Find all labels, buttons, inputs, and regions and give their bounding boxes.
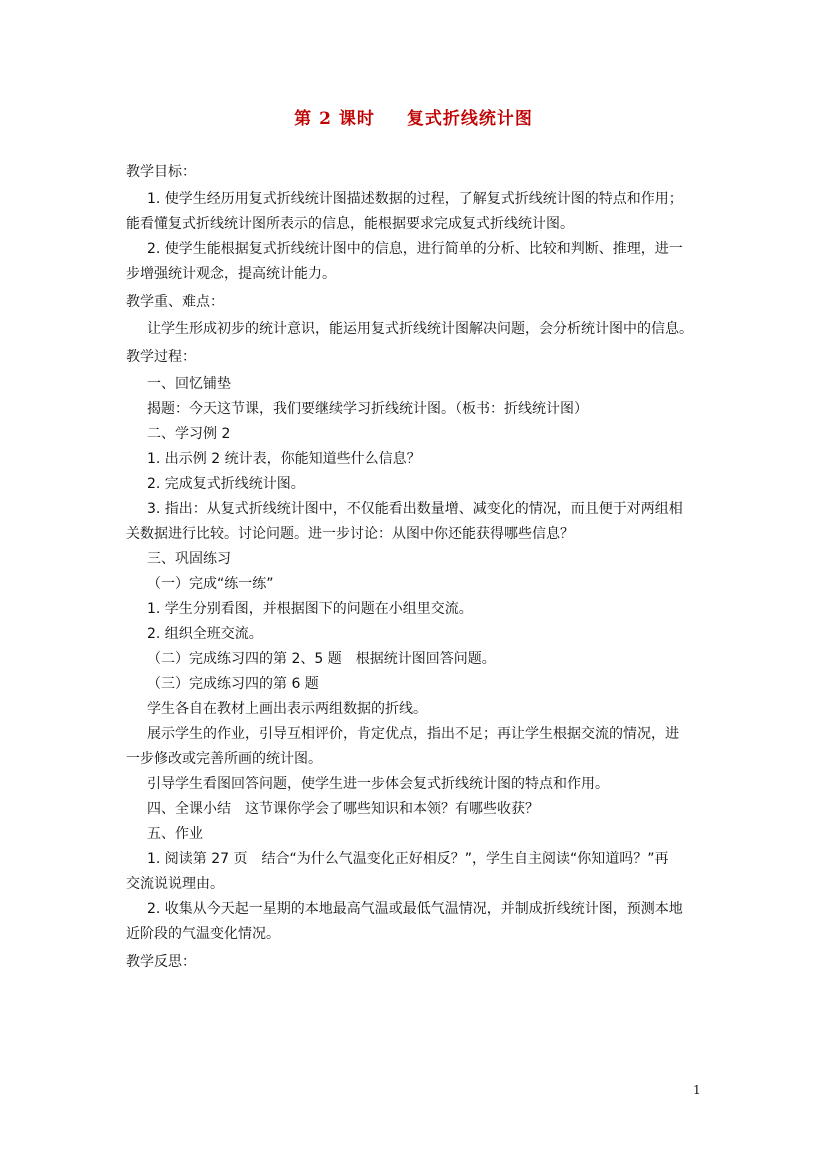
paragraph-line: 2. 组织全班交流。	[147, 626, 263, 642]
paragraph-line: 近阶段的气温变化情况。	[126, 926, 280, 942]
paragraph-line: 3. 指出：从复式折线统计图中，不仅能看出数量增、减变化的情况，而且便于对两组相	[147, 501, 683, 517]
paragraph-line: 步增强统计观念，提高统计能力。	[126, 266, 336, 282]
paragraph-line: 引导学生看图回答问题，使学生进一步体会复式折线统计图的特点和作用。	[147, 776, 609, 792]
paragraph-line: （二）完成练习四的第 2、5 题 根据统计图回答问题。	[147, 651, 496, 667]
paragraph-line: （一）完成“练一练”	[147, 576, 274, 592]
lesson-number: 第 2 课时	[294, 109, 375, 129]
lesson-topic: 复式折线统计图	[406, 109, 533, 129]
paragraph-line: 学生各自在教材上画出表示两组数据的折线。	[147, 701, 427, 717]
page-title	[0, 104, 827, 129]
paragraph-line: 展示学生的作业，引导互相评价，肯定优点，指出不足；再让学生根据交流的情况，进	[147, 726, 679, 742]
paragraph-line: 1. 学生分别看图，并根据图下的问题在小组里交流。	[147, 601, 473, 617]
paragraph-line: 一、回忆铺垫	[147, 376, 231, 392]
paragraph-line: 1. 阅读第 27 页 结合“为什么气温变化正好相反？”，学生自主阅读“你知道吗？”再	[147, 851, 669, 867]
paragraph-line: 揭题：今天这节课，我们要继续学习折线统计图。（板书：折线统计图）	[147, 401, 588, 417]
paragraph-line: 五、作业	[147, 826, 203, 842]
paragraph-line: 1. 使学生经历用复式折线统计图描述数据的过程，了解复式折线统计图的特点和作用；	[147, 191, 683, 207]
section-heading-reflection: 教学反思：	[126, 954, 196, 970]
paragraph-line: 1. 出示例 2 统计表，你能知道些什么信息？	[147, 451, 421, 467]
paragraph-line: 一步修改或完善所画的统计图。	[126, 751, 322, 767]
paragraph-line: 能看懂复式折线统计图所表示的信息，能根据要求完成复式折线统计图。	[126, 216, 574, 232]
paragraph-line: 2. 使学生能根据复式折线统计图中的信息，进行简单的分析、比较和判断、推理，进一	[147, 241, 683, 257]
paragraph-line: 关数据进行比较。讨论问题。进一步讨论：从图中你还能获得哪些信息？	[126, 526, 574, 542]
paragraph-line: 2. 完成复式折线统计图。	[147, 476, 305, 492]
paragraph-line: 三、巩固练习	[147, 551, 231, 567]
section-heading-process: 教学过程：	[126, 349, 196, 365]
section-heading-goals: 教学目标：	[126, 164, 196, 180]
paragraph-line: （三）完成练习四的第 6 题	[147, 676, 319, 692]
paragraph-line: 四、全课小结 这节课你学会了哪些知识和本领？有哪些收获？	[147, 801, 539, 817]
paragraph-line: 2. 收集从今天起一星期的本地最高气温或最低气温情况，并制成折线统计图，预测本地	[147, 901, 683, 917]
page-number: 1	[693, 1083, 701, 1097]
paragraph-line: 让学生形成初步的统计意识，能运用复式折线统计图解决问题，会分析统计图中的信息。	[147, 321, 693, 337]
paragraph-line: 交流说说理由。	[126, 876, 224, 892]
paragraph-line: 二、学习例 2	[147, 426, 231, 442]
section-heading-focus: 教学重、难点：	[126, 294, 224, 310]
